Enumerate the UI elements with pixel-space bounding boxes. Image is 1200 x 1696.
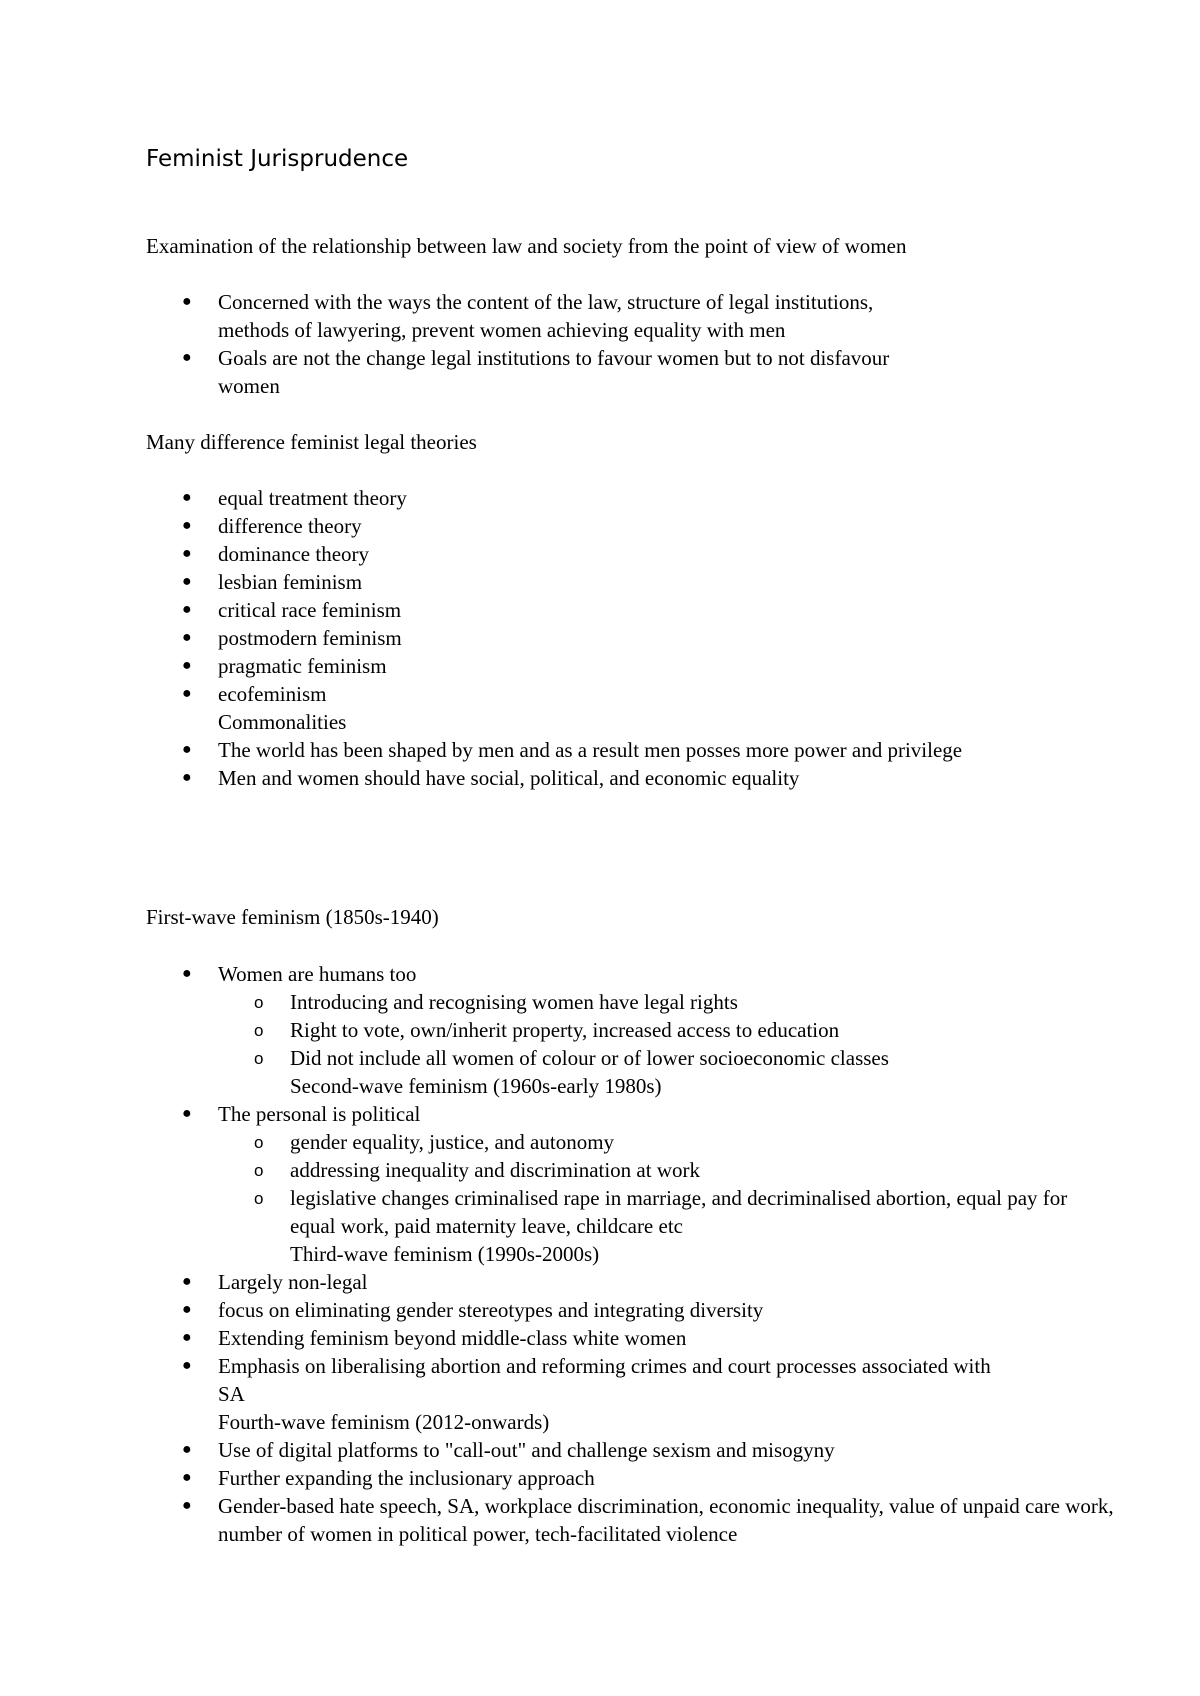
list-item: ● Extending feminism beyond middle-class white women bbox=[182, 1326, 687, 1350]
fourth-wave-heading: Fourth-wave feminism (2012-onwards) bbox=[218, 1410, 550, 1434]
bullet-icon: ● bbox=[182, 349, 192, 366]
list-item: ● Use of digital platforms to "call-out" and challenge sexism and misogyny bbox=[182, 1438, 835, 1462]
list-item: ● Men and women should have social, political, and economic equality bbox=[182, 766, 800, 790]
bullet-icon: ● bbox=[182, 1105, 192, 1122]
list-item: ● Gender-based hate speech, SA, workplace discrimination, economic inequality, value of unpaid care work, number of women in political power, tech-facilitated violence bbox=[182, 1494, 1114, 1546]
sub-list-item: o Did not include all women of colour or of lower socioeconomic classes bbox=[146, 1044, 1076, 1072]
sub-list-item: o Right to vote, own/inherit property, increased access to education bbox=[146, 1016, 1076, 1044]
third-wave-heading: Third-wave feminism (1990s-2000s) bbox=[290, 1242, 600, 1266]
list-item: ● focus on eliminating gender stereotypes and integrating diversity bbox=[182, 1298, 764, 1322]
circle-bullet-icon: o bbox=[254, 1189, 264, 1208]
list-item: ● Concerned with the ways the content of the law, structure of legal institutions, methods of lawyering, prevent women achieving equality with men bbox=[182, 290, 874, 342]
bullet-icon: ● bbox=[182, 489, 192, 506]
bullet-icon: ● bbox=[182, 741, 192, 758]
list-item: ● The personal is political bbox=[182, 1102, 421, 1126]
bullet-icon: ● bbox=[182, 517, 192, 534]
circle-bullet-icon: o bbox=[254, 1049, 264, 1068]
list-item: ● difference theory bbox=[182, 514, 362, 538]
list-item: ● ecofeminism bbox=[182, 682, 327, 706]
intro-bullet-list bbox=[146, 288, 926, 400]
list-item: ● dominance theory bbox=[182, 542, 370, 566]
bullet-icon: ● bbox=[182, 573, 192, 590]
theories-list bbox=[146, 484, 996, 792]
bullet-icon: ● bbox=[182, 293, 192, 310]
circle-bullet-icon: o bbox=[254, 1161, 264, 1180]
list-item: ● Largely non-legal bbox=[182, 1270, 368, 1294]
sub-list-item: o legislative changes criminalised rape in marriage, and decriminalised abortion, equal pay for equal work, paid maternity leave, childcare etc bbox=[254, 1186, 1068, 1238]
list-item: ● Goals are not the change legal institutions to favour women but to not disfavour women bbox=[182, 346, 890, 398]
bullet-icon: ● bbox=[182, 685, 192, 702]
circle-bullet-icon: o bbox=[254, 1021, 264, 1040]
bullet-icon: ● bbox=[182, 601, 192, 618]
first-wave-heading: First-wave feminism (1850s-1940) bbox=[146, 905, 439, 929]
commonalities-heading: Commonalities bbox=[218, 710, 347, 734]
list-item: ● postmodern feminism bbox=[182, 626, 402, 650]
bullet-icon: ● bbox=[182, 1301, 192, 1318]
list-item: ● critical race feminism bbox=[182, 598, 402, 622]
list-item: ● The world has been shaped by men and as a result men posses more power and privilege bbox=[182, 738, 963, 762]
bullet-icon: ● bbox=[182, 1441, 192, 1458]
bullet-icon: ● bbox=[182, 657, 192, 674]
bullet-icon: ● bbox=[182, 1329, 192, 1346]
bullet-icon: ● bbox=[182, 1469, 192, 1486]
bullet-icon: ● bbox=[182, 1357, 192, 1374]
list-item: ● lesbian feminism bbox=[182, 570, 363, 594]
waves-list bbox=[146, 960, 1114, 1548]
bullet-icon: ● bbox=[182, 545, 192, 562]
second-wave-heading: Second-wave feminism (1960s-early 1980s) bbox=[290, 1074, 662, 1098]
list-item: ● Women are humans too bbox=[182, 962, 417, 986]
bullet-icon: ● bbox=[182, 629, 192, 646]
sub-list-item: o gender equality, justice, and autonomy bbox=[146, 1128, 1076, 1156]
list-item: ● Further expanding the inclusionary approach bbox=[182, 1466, 595, 1490]
sub-list-item: o Introducing and recognising women have legal rights bbox=[146, 988, 1076, 1016]
list-item: ● pragmatic feminism bbox=[182, 654, 387, 678]
list-item: ● Emphasis on liberalising abortion and reforming crimes and court processes associated with SA bbox=[182, 1354, 991, 1406]
circle-bullet-icon: o bbox=[254, 1133, 264, 1152]
page-title: Feminist Jurisprudence bbox=[146, 146, 409, 172]
bullet-icon: ● bbox=[182, 965, 192, 982]
theories-heading: Many difference feminist legal theories bbox=[146, 430, 477, 454]
circle-bullet-icon: o bbox=[254, 993, 264, 1012]
sub-list-item: o addressing inequality and discrimination at work bbox=[146, 1156, 1076, 1184]
bullet-icon: ● bbox=[182, 769, 192, 786]
bullet-icon: ● bbox=[182, 1497, 192, 1514]
intro-paragraph: Examination of the relationship between law and society from the point of view of women bbox=[146, 234, 907, 258]
list-item: ● equal treatment theory bbox=[182, 486, 407, 510]
bullet-icon: ● bbox=[182, 1273, 192, 1290]
